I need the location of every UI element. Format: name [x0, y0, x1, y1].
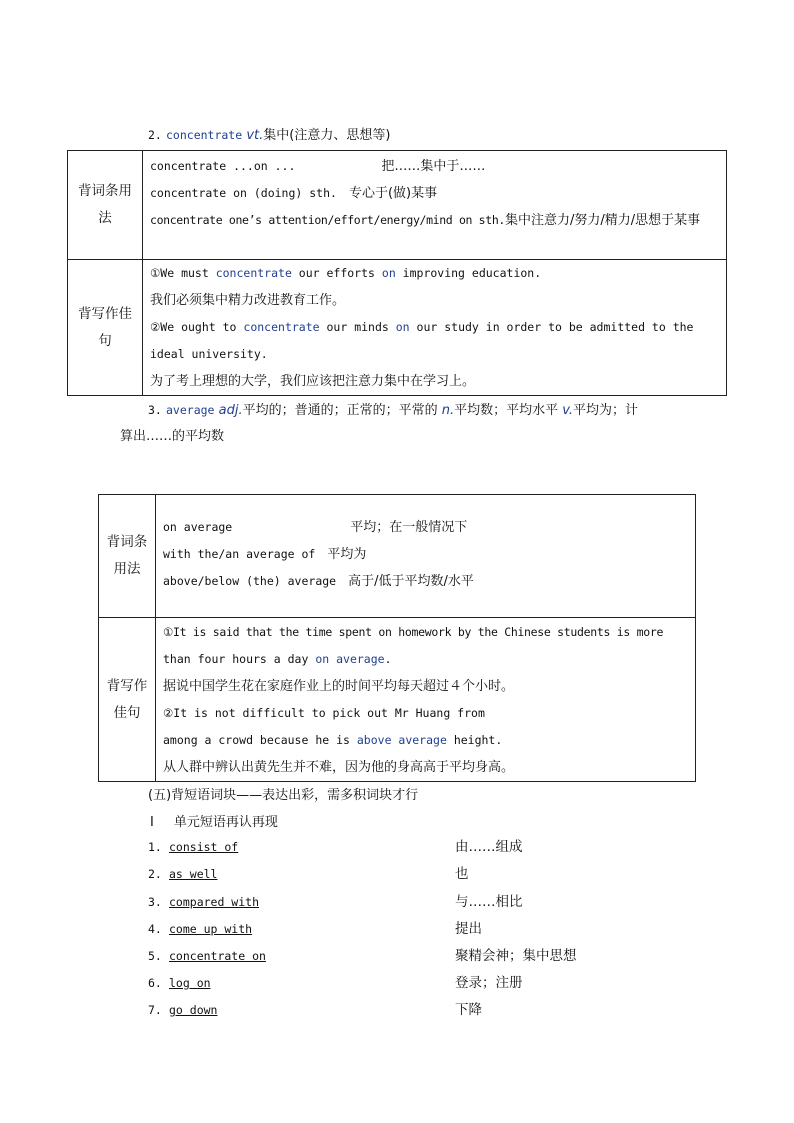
usage-row — [68, 151, 727, 260]
example-sentence: ②We ought to concentrate our minds on our study in order to be admitted to the ideal university. — [150, 320, 694, 361]
example-translation: 为了考上理想的大学，我们应该把注意力集中在学习上。 — [150, 374, 476, 389]
usage-item: concentrate on (doing) sth. 专心于(做)某事 — [150, 186, 438, 201]
section-heading-average — [148, 399, 638, 418]
headword-meaning: 平均数；平均水平 — [454, 403, 559, 418]
example-cell — [143, 260, 727, 396]
subsection-label: 单元短语再认再现 — [173, 815, 278, 830]
average-table — [98, 494, 696, 782]
example-row — [68, 260, 727, 396]
usage-item: with the/an average of 平均为 — [163, 547, 367, 562]
subsection-number: Ⅰ — [150, 815, 154, 830]
section-title: (五)背短语词块——表达出彩，需多积词块才行 — [148, 788, 419, 803]
example-label: 背写作佳句 — [68, 260, 143, 396]
headword-meaning: 集中(注意力、思想等) — [263, 128, 391, 143]
example-sentence-cont: among a crowd because he is above average height. — [163, 733, 503, 747]
section-number: 2. — [148, 128, 162, 142]
example-row — [99, 618, 696, 782]
part-of-speech: v. — [562, 403, 574, 418]
example-translation: 我们必须集中精力改进教育工作。 — [150, 293, 346, 308]
usage-label: 背词条用法 — [99, 495, 156, 618]
usage-item: concentrate ...on ... 把……集中于…… — [150, 159, 486, 174]
concentrate-table — [67, 150, 727, 396]
phrase-item: 4. come up with 提出 — [148, 921, 482, 937]
example-label: 背写作佳句 — [99, 618, 156, 782]
phrase-item: 5. concentrate on 聚精会神；集中思想 — [148, 948, 577, 964]
part-of-speech: vt. — [246, 128, 264, 143]
phrase-item: 1. consist of 由……组成 — [148, 839, 523, 855]
usage-item: on average 平均；在一般情况下 — [163, 520, 468, 535]
example-sentence: ①It is said that the time spent on homework by the Chinese students is more — [163, 625, 664, 639]
example-translation: 据说中国学生花在家庭作业上的时间平均每天超过４个小时。 — [163, 679, 515, 694]
example-sentence: ②It is not difficult to pick out Mr Huang from — [163, 706, 485, 720]
headword-meaning: 平均的；普通的；正常的；平常的 — [242, 403, 438, 418]
headword: average — [166, 403, 215, 417]
example-translation: 从人群中辨认出黄先生并不难，因为他的身高高于平均身高。 — [163, 760, 515, 775]
usage-row — [99, 495, 696, 618]
part-of-speech: adj. — [218, 403, 243, 418]
example-sentence-cont: than four hours a day on average. — [163, 652, 392, 666]
phrase-item: 7. go down 下降 — [148, 1002, 482, 1018]
usage-cell — [156, 495, 696, 618]
section-number: 3. — [148, 403, 162, 417]
example-sentence: ①We must concentrate our efforts on improving education. — [150, 266, 542, 280]
headword-meaning: 平均为；计 — [573, 403, 639, 418]
part-of-speech: n. — [441, 403, 455, 418]
headword-meaning-continued: 算出……的平均数 — [120, 429, 225, 444]
usage-item: concentrate one’s attention/effort/energy/mind on sth.集中注意力/努力/精力/思想于某事 — [150, 213, 701, 228]
example-cell — [156, 618, 696, 782]
section-heading-concentrate — [148, 124, 390, 143]
usage-label: 背词条用法 — [68, 151, 143, 260]
headword: concentrate — [166, 128, 243, 142]
phrase-item: 2. as well 也 — [148, 866, 469, 882]
phrase-item: 3. compared with 与……相比 — [148, 894, 523, 910]
phrase-item: 6. log on 登录；注册 — [148, 975, 523, 991]
subsection-title — [150, 811, 278, 830]
usage-item: above/below (the) average 高于/低于平均数/水平 — [163, 574, 474, 589]
usage-cell — [143, 151, 727, 260]
